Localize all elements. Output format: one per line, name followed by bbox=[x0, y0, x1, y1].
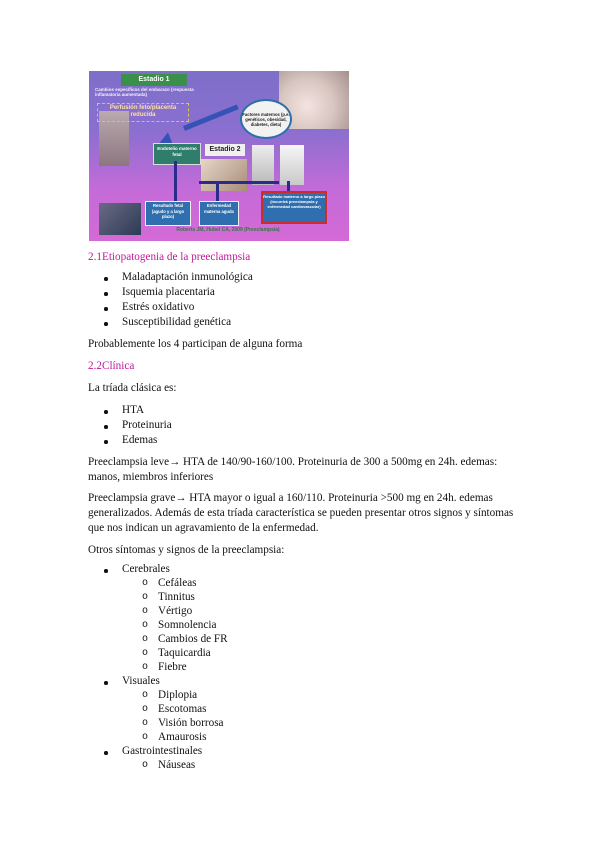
bullet-icon bbox=[104, 410, 108, 414]
sub-bullet-icon: o bbox=[142, 760, 149, 771]
list-item-gastro: Gastrointestinales bbox=[122, 745, 203, 757]
sub-list-item: Tinnitus bbox=[158, 591, 195, 603]
bullet-icon bbox=[104, 307, 108, 311]
list-item: HTA bbox=[122, 404, 145, 416]
arrow-line bbox=[183, 104, 239, 130]
sub-list-item: Vértigo bbox=[158, 605, 193, 617]
pregnancy-changes-text: Cambios específicos del embarazo (respuesta inflamatoria aumentada) bbox=[95, 87, 194, 97]
sub-list-item: Náuseas bbox=[158, 759, 196, 771]
maternal-factors-oval bbox=[240, 99, 292, 139]
newborn-photo bbox=[99, 203, 141, 235]
stage1-label: Estadio 1 bbox=[121, 74, 187, 86]
stage2-label: Estadio 2 bbox=[205, 144, 245, 156]
paragraph: La tríada clásica es: bbox=[88, 382, 177, 394]
list-item: Maladaptación inmunológica bbox=[122, 271, 253, 283]
bullet-icon bbox=[104, 569, 108, 573]
sub-list-item: Cambios de FR bbox=[158, 633, 228, 645]
section-heading-etiopatogenia: 2.1Etiopatogenia de la preeclampsia bbox=[88, 251, 251, 263]
sub-list-item: Escotomas bbox=[158, 703, 207, 715]
sub-bullet-icon: o bbox=[142, 718, 149, 729]
perfusion-box: Perfusión feto/placenta reducida bbox=[97, 103, 189, 122]
sub-bullet-icon: o bbox=[142, 634, 149, 645]
sub-list-item: Diplopia bbox=[158, 689, 198, 701]
connector-line bbox=[199, 181, 279, 184]
sub-bullet-icon: o bbox=[142, 648, 149, 659]
preeclampsia-stages-diagram bbox=[89, 71, 349, 241]
maternal-disease-box: Enfermedad materna aguda bbox=[199, 201, 239, 226]
sub-bullet-icon: o bbox=[142, 606, 149, 617]
sub-list-item: Taquicardia bbox=[158, 647, 211, 659]
sub-list-item: Fiebre bbox=[158, 661, 187, 673]
list-item: Susceptibilidad genética bbox=[122, 316, 232, 328]
list-item-cerebral: Cerebrales bbox=[122, 563, 170, 575]
bullet-icon bbox=[104, 751, 108, 755]
exam-photo bbox=[252, 145, 274, 185]
fetal-stress-box: Endotelio materno fetal bbox=[153, 143, 201, 165]
sub-bullet-icon: o bbox=[142, 662, 149, 673]
paragraph-line: Preeclampsia leve→ HTA de 140/90-160/100. Proteinuria de 300 a 500mg en 24h. edemas: bbox=[88, 456, 498, 468]
list-item: Estrés oxidativo bbox=[122, 301, 195, 313]
paragraph: Probablemente los 4 participan de alguna forma bbox=[88, 338, 303, 350]
bullet-icon bbox=[104, 292, 108, 296]
paragraph-line: manos, miembros inferiores bbox=[88, 471, 214, 483]
list-item: Isquemia placentaria bbox=[122, 286, 215, 298]
sub-list-item: Somnolencia bbox=[158, 619, 217, 631]
connector-line bbox=[216, 181, 219, 201]
bullet-icon bbox=[104, 440, 108, 444]
figure-citation: Roberts JM, Hubel CA, 2009 (Preeclampsia) bbox=[176, 227, 280, 233]
sub-list-item: Amaurosis bbox=[158, 731, 207, 743]
bullet-icon bbox=[104, 681, 108, 685]
section-heading-clinica: 2.2Clínica bbox=[88, 360, 135, 372]
sub-bullet-icon: o bbox=[142, 592, 149, 603]
paragraph: Otros síntomas y signos de la preeclampsia: bbox=[88, 544, 285, 556]
sub-bullet-icon: o bbox=[142, 732, 149, 743]
bullet-icon bbox=[104, 277, 108, 281]
list-item-visual: Visuales bbox=[122, 675, 160, 687]
test-photo bbox=[280, 145, 304, 185]
connector-line bbox=[174, 161, 177, 201]
patient-photo bbox=[201, 159, 247, 191]
sub-list-item: Visión borrosa bbox=[158, 717, 224, 729]
paragraph-line: Preeclampsia grave→ HTA mayor o igual a 160/110. Proteinuria >500 mg en 24h. edemas bbox=[88, 492, 493, 504]
paragraph-line: que nos indican un agravamiento de la enfermedad. bbox=[88, 522, 319, 534]
sub-bullet-icon: o bbox=[142, 620, 149, 631]
long-term-result-box: Resultado materno a largo plazo (incurrirá preeclampsia y enfermedad cardiovascular) bbox=[261, 191, 327, 224]
list-item: Edemas bbox=[122, 434, 158, 446]
sub-list-item: Cefáleas bbox=[158, 577, 197, 589]
sub-bullet-icon: o bbox=[142, 690, 149, 701]
maternal-factors-text: Factores maternos (p.e. genéticos, obesidad, diabetes, dieta) bbox=[242, 111, 290, 127]
bullet-icon bbox=[104, 322, 108, 326]
connector-line bbox=[287, 181, 290, 191]
sub-bullet-icon: o bbox=[142, 704, 149, 715]
sub-bullet-icon: o bbox=[142, 578, 149, 589]
fetal-result-box: Resultado fetal (agudo y a largo plazo) bbox=[145, 201, 191, 226]
bullet-icon bbox=[104, 425, 108, 429]
list-item: Proteinuria bbox=[122, 419, 172, 431]
paragraph-line: generalizados. Además de esta tríada característica se pueden presentar otros signos y síntomas bbox=[88, 507, 514, 519]
